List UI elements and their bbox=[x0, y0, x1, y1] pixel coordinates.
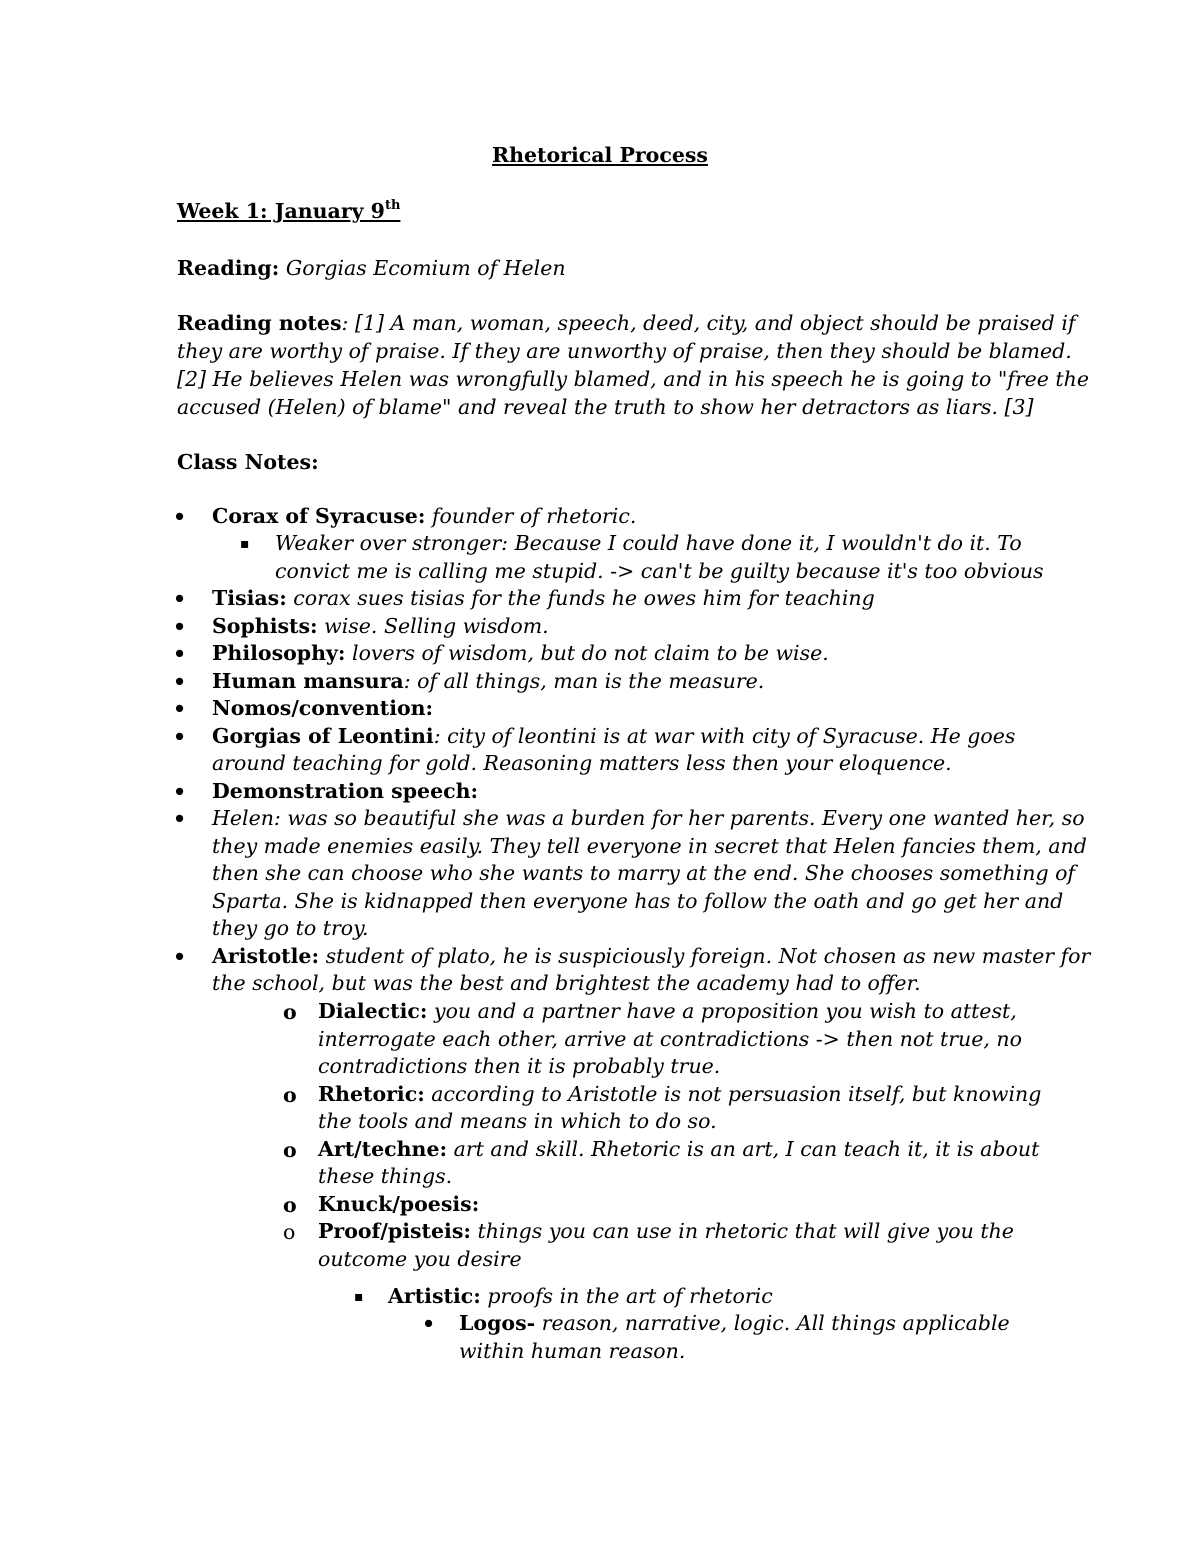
note-text: reason, narrative, logic. All things applicable bbox=[535, 1311, 1010, 1335]
class-notes-heading: Class Notes: bbox=[177, 450, 319, 474]
reading-notes-text-4: accused (Helen) of blame" and reveal the truth to show her detractors as liars. [3] bbox=[177, 395, 1034, 419]
note-techne bbox=[318, 1136, 1039, 1164]
note-corax bbox=[212, 503, 636, 531]
note-helen-4: Sparta. She is kidnapped then everyone has to follow the oath and go get her and bbox=[212, 889, 1064, 913]
note-corax-sub-2: convict me is calling me stupid. -> can't be guilty because it's too obvious bbox=[275, 559, 1044, 583]
note-term: Tisias: bbox=[212, 586, 287, 610]
bullet-circle-icon: o bbox=[283, 1000, 297, 1024]
note-dialectic bbox=[318, 998, 1017, 1026]
note-dialectic-line-3: contradictions then it is probably true. bbox=[318, 1054, 721, 1078]
note-text: wise. Selling wisdom. bbox=[324, 614, 549, 638]
note-text: art and skill. Rhetoric is an art, I can teach it, it is about bbox=[453, 1137, 1040, 1161]
note-term: Logos- bbox=[459, 1311, 536, 1335]
bullet-disc-icon: • bbox=[173, 587, 187, 611]
note-helen-1: Helen: was so beautiful she was a burden for her parents. Every one wanted her, so bbox=[212, 806, 1085, 830]
reading-notes-text-1: [1] A man, woman, speech, deed, city, and object should be praised if bbox=[354, 311, 1076, 335]
note-aristotle bbox=[212, 943, 1090, 971]
reading-label: Reading: bbox=[177, 256, 280, 280]
bullet-square-icon: ▪ bbox=[240, 536, 250, 552]
note-term: Art/techne: bbox=[318, 1137, 448, 1161]
note-term: Artistic: bbox=[388, 1284, 481, 1308]
note-human-mansura bbox=[212, 668, 764, 696]
reading-title: Gorgias Ecomium of Helen bbox=[285, 256, 566, 280]
note-term: Rhetoric: bbox=[318, 1082, 425, 1106]
reading-notes-label: Reading notes bbox=[177, 311, 342, 335]
note-gorgias-line-2: around teaching for gold. Reasoning matters less then your eloquence. bbox=[212, 751, 952, 775]
note-text: things you can use in rhetoric that will give you the bbox=[477, 1219, 1014, 1243]
note-term: Sophists: bbox=[212, 614, 318, 638]
bullet-disc-icon: • bbox=[173, 505, 187, 529]
note-helen-3: then she can choose who she wants to marry at the end. She chooses something of bbox=[212, 861, 1076, 885]
bullet-square-icon: ▪ bbox=[354, 1289, 364, 1305]
note-techne-line-2: these things. bbox=[318, 1164, 453, 1188]
bullet-disc-icon: • bbox=[173, 615, 187, 639]
note-corax-sub-1: Weaker over stronger: Because I could have done it, I wouldn't do it. To bbox=[275, 531, 1022, 555]
note-sophists bbox=[212, 613, 549, 641]
note-term: Philosophy: bbox=[212, 641, 346, 665]
bullet-disc-icon: • bbox=[173, 780, 187, 804]
reading-notes-line-1 bbox=[177, 309, 1075, 337]
bullet-circle-icon: o bbox=[283, 1138, 297, 1162]
bullet-disc-icon: • bbox=[173, 642, 187, 666]
note-term: Gorgias of Leontini bbox=[212, 724, 434, 748]
note-artistic bbox=[388, 1283, 773, 1311]
note-helen-5: they go to troy. bbox=[212, 916, 369, 940]
reading-notes-colon: : bbox=[341, 311, 349, 335]
note-dialectic-line-2: interrogate each other, arrive at contradictions -> then not true, no bbox=[318, 1027, 1022, 1051]
note-text: lovers of wisdom, but do not claim to be wise. bbox=[352, 641, 829, 665]
note-knuck: Knuck/poesis: bbox=[318, 1192, 480, 1216]
note-text: corax sues tisias for the funds he owes him for teaching bbox=[293, 586, 875, 610]
note-demonstration: Demonstration speech: bbox=[212, 779, 479, 803]
note-aristotle-line-2: the school, but was the best and brightest the academy had to offer. bbox=[212, 971, 921, 995]
note-nomos: Nomos/convention: bbox=[212, 696, 434, 720]
note-term: Human mansura bbox=[212, 669, 404, 693]
bullet-circle-icon: o bbox=[283, 1083, 297, 1107]
note-philosophy bbox=[212, 640, 829, 668]
note-term: Proof/pisteis: bbox=[318, 1219, 471, 1243]
reading-notes-text-2: they are worthy of praise. If they are unworthy of praise, then they should be blamed. bbox=[177, 339, 1072, 363]
note-helen-2: they made enemies easily. They tell everyone in secret that Helen fancies them, and bbox=[212, 834, 1087, 858]
note-logos-line-2: within human reason. bbox=[459, 1339, 686, 1363]
note-text: : of all things, man is the measure. bbox=[403, 669, 765, 693]
note-tisias bbox=[212, 585, 875, 613]
bullet-disc-icon: • bbox=[173, 807, 187, 831]
bullet-disc-icon: • bbox=[173, 725, 187, 749]
note-proof bbox=[318, 1218, 1014, 1246]
note-proof-line-2: outcome you desire bbox=[318, 1247, 522, 1271]
bullet-circle-icon: o bbox=[283, 1193, 297, 1217]
document-title: Rhetorical Process bbox=[492, 143, 708, 167]
note-text: student of plato, he is suspiciously foreign. Not chosen as new master for bbox=[325, 944, 1091, 968]
note-gorgias bbox=[212, 723, 1015, 751]
week-label: Week 1: January 9 bbox=[177, 199, 385, 223]
week-superscript: th bbox=[384, 198, 401, 213]
week-heading bbox=[177, 197, 400, 225]
note-term: Aristotle: bbox=[212, 944, 320, 968]
reading-notes-text-3: [2] He believes Helen was wrongfully blamed, and in his speech he is going to "free the bbox=[177, 367, 1090, 391]
note-text: founder of rhetoric. bbox=[431, 504, 637, 528]
note-text: proofs in the art of rhetoric bbox=[487, 1284, 773, 1308]
note-text: : city of leontini is at war with city of Syracuse. He goes bbox=[433, 724, 1016, 748]
note-text: you and a partner have a proposition you wish to attest, bbox=[434, 999, 1017, 1023]
bullet-disc-icon: • bbox=[173, 670, 187, 694]
note-rhetoric bbox=[318, 1081, 1041, 1109]
bullet-circle-icon: o bbox=[283, 1220, 296, 1244]
note-term: Dialectic: bbox=[318, 999, 428, 1023]
bullet-disc-icon: • bbox=[173, 945, 187, 969]
note-logos bbox=[459, 1310, 1010, 1338]
note-term: Corax of Syracuse: bbox=[212, 504, 426, 528]
note-rhetoric-line-2: the tools and means in which to do so. bbox=[318, 1109, 717, 1133]
bullet-disc-icon: • bbox=[422, 1312, 436, 1336]
reading-line bbox=[177, 254, 566, 282]
note-text: according to Aristotle is not persuasion itself, but knowing bbox=[431, 1082, 1042, 1106]
bullet-disc-icon: • bbox=[173, 697, 187, 721]
